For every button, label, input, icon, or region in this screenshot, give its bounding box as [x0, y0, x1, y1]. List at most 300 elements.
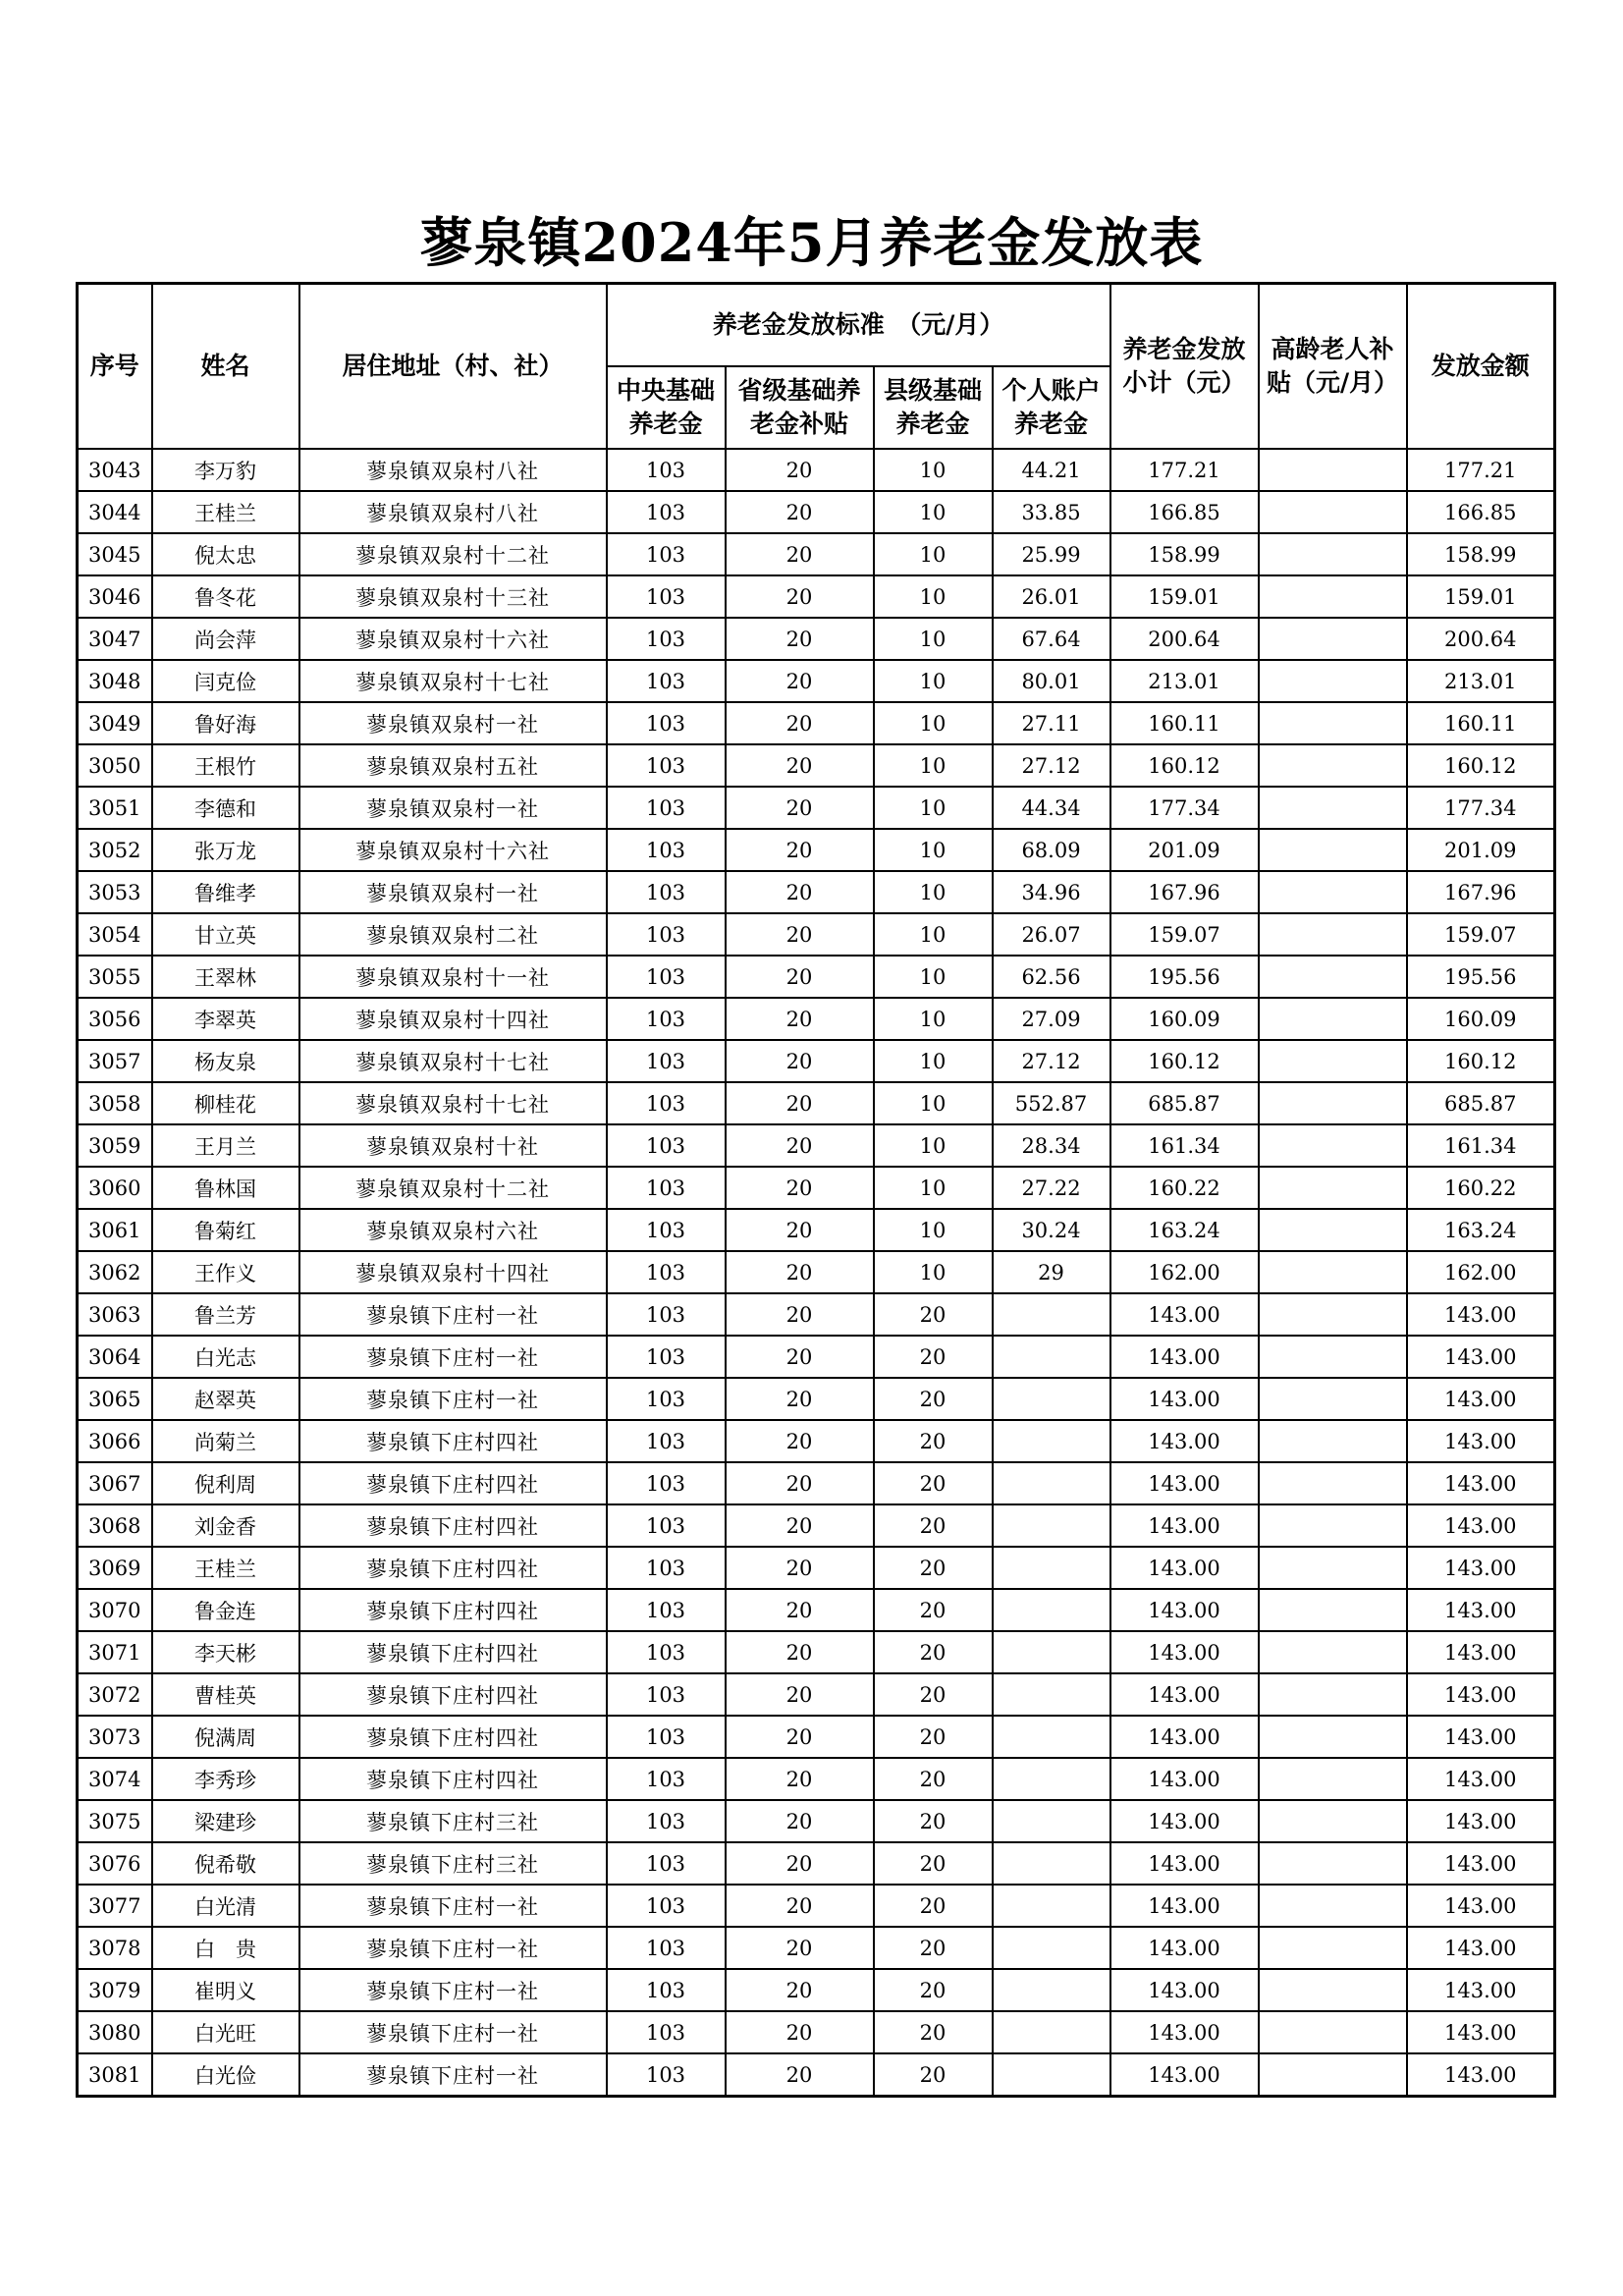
cell-name: 鲁维孝	[152, 871, 299, 913]
cell-central: 103	[607, 1420, 726, 1462]
cell-central: 103	[607, 1504, 726, 1547]
cell-county: 20	[874, 1885, 993, 1927]
cell-amount: 143.00	[1407, 1631, 1555, 1673]
cell-central: 103	[607, 2011, 726, 2053]
cell-central: 103	[607, 913, 726, 956]
cell-seq: 3064	[78, 1336, 152, 1378]
cell-seq: 3051	[78, 787, 152, 829]
table-row	[78, 1758, 1555, 1800]
cell-address: 蓼泉镇双泉村五社	[299, 744, 607, 787]
cell-county: 10	[874, 1040, 993, 1082]
cell-name: 白光清	[152, 1885, 299, 1927]
cell-provincial: 20	[726, 1969, 874, 2011]
cell-name: 倪希敬	[152, 1842, 299, 1885]
cell-subtotal: 201.09	[1110, 829, 1259, 871]
cell-provincial: 20	[726, 1927, 874, 1969]
cell-personal	[993, 1842, 1110, 1885]
cell-address: 蓼泉镇双泉村八社	[299, 491, 607, 533]
header-provincial: 省级基础养老金补贴	[726, 366, 874, 449]
cell-amount: 195.56	[1407, 956, 1555, 998]
cell-address: 蓼泉镇双泉村十二社	[299, 1167, 607, 1209]
cell-seq: 3047	[78, 618, 152, 660]
cell-subtotal: 143.00	[1110, 1420, 1259, 1462]
table-row	[78, 956, 1555, 998]
cell-county: 10	[874, 998, 993, 1040]
cell-subtotal: 200.64	[1110, 618, 1259, 660]
cell-seq: 3080	[78, 2011, 152, 2053]
cell-provincial: 20	[726, 1167, 874, 1209]
cell-provincial: 20	[726, 1462, 874, 1504]
cell-seq: 3071	[78, 1631, 152, 1673]
cell-county: 20	[874, 1378, 993, 1420]
cell-county: 10	[874, 575, 993, 618]
cell-subtotal: 160.12	[1110, 744, 1259, 787]
cell-address: 蓼泉镇下庄村一社	[299, 1293, 607, 1336]
cell-amount: 143.00	[1407, 1504, 1555, 1547]
cell-seq: 3076	[78, 1842, 152, 1885]
cell-seq: 3043	[78, 449, 152, 491]
cell-amount: 143.00	[1407, 1673, 1555, 1716]
cell-elderly	[1259, 1673, 1407, 1716]
cell-central: 103	[607, 871, 726, 913]
table-row	[78, 1209, 1555, 1251]
cell-subtotal: 143.00	[1110, 1504, 1259, 1547]
cell-personal: 27.12	[993, 744, 1110, 787]
cell-elderly	[1259, 1378, 1407, 1420]
table-body	[78, 449, 1555, 2097]
cell-subtotal: 166.85	[1110, 491, 1259, 533]
cell-seq: 3077	[78, 1885, 152, 1927]
cell-provincial: 20	[726, 1547, 874, 1589]
cell-name: 白 贵	[152, 1927, 299, 1969]
cell-central: 103	[607, 1673, 726, 1716]
cell-personal: 28.34	[993, 1124, 1110, 1167]
cell-address: 蓼泉镇双泉村十七社	[299, 1082, 607, 1124]
cell-central: 103	[607, 1547, 726, 1589]
cell-address: 蓼泉镇双泉村十六社	[299, 618, 607, 660]
cell-central: 103	[607, 1378, 726, 1420]
cell-amount: 143.00	[1407, 2011, 1555, 2053]
table-row	[78, 575, 1555, 618]
cell-name: 鲁兰芳	[152, 1293, 299, 1336]
cell-address: 蓼泉镇下庄村一社	[299, 1378, 607, 1420]
cell-amount: 160.12	[1407, 1040, 1555, 1082]
cell-seq: 3056	[78, 998, 152, 1040]
cell-elderly	[1259, 575, 1407, 618]
cell-name: 王桂兰	[152, 491, 299, 533]
cell-provincial: 20	[726, 1082, 874, 1124]
table-row	[78, 829, 1555, 871]
cell-seq: 3060	[78, 1167, 152, 1209]
cell-seq: 3059	[78, 1124, 152, 1167]
cell-provincial: 20	[726, 1040, 874, 1082]
cell-amount: 143.00	[1407, 1927, 1555, 1969]
cell-central: 103	[607, 1800, 726, 1842]
table-row	[78, 1969, 1555, 2011]
cell-name: 刘金香	[152, 1504, 299, 1547]
cell-central: 103	[607, 829, 726, 871]
header-subtotal: 养老金发放小计（元）	[1110, 284, 1259, 450]
cell-county: 20	[874, 1504, 993, 1547]
cell-address: 蓼泉镇双泉村一社	[299, 702, 607, 744]
cell-subtotal: 143.00	[1110, 1842, 1259, 1885]
cell-amount: 177.21	[1407, 449, 1555, 491]
cell-personal: 27.11	[993, 702, 1110, 744]
cell-seq: 3052	[78, 829, 152, 871]
table-row	[78, 1420, 1555, 1462]
cell-provincial: 20	[726, 533, 874, 575]
cell-provincial: 20	[726, 1631, 874, 1673]
cell-address: 蓼泉镇下庄村一社	[299, 1969, 607, 2011]
cell-seq: 3078	[78, 1927, 152, 1969]
cell-address: 蓼泉镇双泉村六社	[299, 1209, 607, 1251]
cell-county: 10	[874, 1124, 993, 1167]
cell-personal	[993, 2053, 1110, 2097]
cell-personal	[993, 1927, 1110, 1969]
cell-personal	[993, 1758, 1110, 1800]
cell-subtotal: 161.34	[1110, 1124, 1259, 1167]
cell-elderly	[1259, 2053, 1407, 2097]
cell-central: 103	[607, 1969, 726, 2011]
cell-amount: 143.00	[1407, 1842, 1555, 1885]
cell-subtotal: 143.00	[1110, 2053, 1259, 2097]
cell-provincial: 20	[726, 660, 874, 702]
cell-provincial: 20	[726, 1504, 874, 1547]
header-seq: 序号	[78, 284, 152, 450]
cell-personal: 44.34	[993, 787, 1110, 829]
cell-elderly	[1259, 1842, 1407, 1885]
table-row	[78, 533, 1555, 575]
cell-central: 103	[607, 1336, 726, 1378]
cell-name: 李秀珍	[152, 1758, 299, 1800]
cell-central: 103	[607, 1927, 726, 1969]
cell-name: 鲁菊红	[152, 1209, 299, 1251]
cell-provincial: 20	[726, 1293, 874, 1336]
cell-elderly	[1259, 660, 1407, 702]
cell-personal	[993, 1716, 1110, 1758]
cell-subtotal: 159.01	[1110, 575, 1259, 618]
cell-name: 鲁林国	[152, 1167, 299, 1209]
cell-personal	[993, 1800, 1110, 1842]
cell-seq: 3045	[78, 533, 152, 575]
table-row	[78, 449, 1555, 491]
cell-amount: 159.01	[1407, 575, 1555, 618]
cell-amount: 166.85	[1407, 491, 1555, 533]
cell-subtotal: 213.01	[1110, 660, 1259, 702]
cell-amount: 163.24	[1407, 1209, 1555, 1251]
table-row	[78, 618, 1555, 660]
cell-personal	[993, 1969, 1110, 2011]
cell-name: 杨友泉	[152, 1040, 299, 1082]
cell-seq: 3062	[78, 1251, 152, 1293]
cell-subtotal: 143.00	[1110, 1927, 1259, 1969]
cell-seq: 3054	[78, 913, 152, 956]
cell-provincial: 20	[726, 913, 874, 956]
cell-address: 蓼泉镇下庄村一社	[299, 2011, 607, 2053]
cell-county: 20	[874, 1462, 993, 1504]
cell-amount: 143.00	[1407, 1969, 1555, 2011]
table-row	[78, 1378, 1555, 1420]
cell-provincial: 20	[726, 1673, 874, 1716]
table-row	[78, 1082, 1555, 1124]
cell-central: 103	[607, 1631, 726, 1673]
table-row	[78, 2053, 1555, 2097]
cell-elderly	[1259, 1082, 1407, 1124]
table-row	[78, 1547, 1555, 1589]
cell-seq: 3070	[78, 1589, 152, 1631]
cell-subtotal: 143.00	[1110, 1758, 1259, 1800]
table-row	[78, 1673, 1555, 1716]
cell-personal: 30.24	[993, 1209, 1110, 1251]
cell-central: 103	[607, 533, 726, 575]
cell-personal: 27.12	[993, 1040, 1110, 1082]
cell-address: 蓼泉镇下庄村一社	[299, 1336, 607, 1378]
table-row	[78, 998, 1555, 1040]
cell-address: 蓼泉镇双泉村十六社	[299, 829, 607, 871]
cell-seq: 3050	[78, 744, 152, 787]
cell-provincial: 20	[726, 575, 874, 618]
cell-subtotal: 160.12	[1110, 1040, 1259, 1082]
cell-personal: 29	[993, 1251, 1110, 1293]
cell-elderly	[1259, 533, 1407, 575]
cell-provincial: 20	[726, 2011, 874, 2053]
cell-elderly	[1259, 1885, 1407, 1927]
cell-address: 蓼泉镇下庄村四社	[299, 1631, 607, 1673]
cell-elderly	[1259, 1547, 1407, 1589]
cell-seq: 3049	[78, 702, 152, 744]
cell-central: 103	[607, 1209, 726, 1251]
cell-personal: 80.01	[993, 660, 1110, 702]
cell-seq: 3068	[78, 1504, 152, 1547]
cell-seq: 3065	[78, 1378, 152, 1420]
cell-name: 白光旺	[152, 2011, 299, 2053]
cell-subtotal: 143.00	[1110, 2011, 1259, 2053]
cell-provincial: 20	[726, 2053, 874, 2097]
cell-subtotal: 143.00	[1110, 1547, 1259, 1589]
cell-provincial: 20	[726, 1378, 874, 1420]
cell-seq: 3044	[78, 491, 152, 533]
cell-central: 103	[607, 1589, 726, 1631]
cell-county: 10	[874, 1082, 993, 1124]
cell-county: 10	[874, 702, 993, 744]
cell-personal	[993, 1462, 1110, 1504]
cell-provincial: 20	[726, 491, 874, 533]
cell-address: 蓼泉镇下庄村四社	[299, 1673, 607, 1716]
cell-provincial: 20	[726, 1589, 874, 1631]
table-row	[78, 744, 1555, 787]
cell-central: 103	[607, 449, 726, 491]
cell-seq: 3053	[78, 871, 152, 913]
cell-seq: 3061	[78, 1209, 152, 1251]
cell-name: 白光俭	[152, 2053, 299, 2097]
cell-elderly	[1259, 1251, 1407, 1293]
cell-subtotal: 162.00	[1110, 1251, 1259, 1293]
cell-personal: 62.56	[993, 956, 1110, 998]
cell-personal	[993, 1589, 1110, 1631]
cell-county: 20	[874, 1927, 993, 1969]
cell-elderly	[1259, 1167, 1407, 1209]
cell-personal	[993, 1420, 1110, 1462]
cell-name: 倪满周	[152, 1716, 299, 1758]
cell-address: 蓼泉镇下庄村四社	[299, 1504, 607, 1547]
cell-name: 倪太忠	[152, 533, 299, 575]
cell-elderly	[1259, 1969, 1407, 2011]
table-row	[78, 1167, 1555, 1209]
cell-elderly	[1259, 787, 1407, 829]
cell-amount: 160.12	[1407, 744, 1555, 787]
cell-provincial: 20	[726, 871, 874, 913]
table-row	[78, 913, 1555, 956]
cell-county: 10	[874, 829, 993, 871]
cell-elderly	[1259, 1336, 1407, 1378]
cell-subtotal: 143.00	[1110, 1716, 1259, 1758]
cell-provincial: 20	[726, 1800, 874, 1842]
cell-county: 20	[874, 1547, 993, 1589]
cell-subtotal: 143.00	[1110, 1293, 1259, 1336]
cell-personal	[993, 1885, 1110, 1927]
cell-personal: 44.21	[993, 449, 1110, 491]
header-central: 中央基础养老金	[607, 366, 726, 449]
cell-name: 王根竹	[152, 744, 299, 787]
table-row	[78, 1716, 1555, 1758]
cell-provincial: 20	[726, 1209, 874, 1251]
cell-subtotal: 143.00	[1110, 1462, 1259, 1504]
cell-elderly	[1259, 913, 1407, 956]
cell-subtotal: 143.00	[1110, 1969, 1259, 2011]
cell-central: 103	[607, 1082, 726, 1124]
cell-central: 103	[607, 787, 726, 829]
header-county: 县级基础养老金	[874, 366, 993, 449]
cell-elderly	[1259, 1631, 1407, 1673]
cell-amount: 143.00	[1407, 1885, 1555, 1927]
cell-address: 蓼泉镇双泉村十四社	[299, 998, 607, 1040]
cell-central: 103	[607, 1885, 726, 1927]
cell-county: 10	[874, 1251, 993, 1293]
cell-county: 20	[874, 2011, 993, 2053]
cell-address: 蓼泉镇下庄村四社	[299, 1462, 607, 1504]
cell-provincial: 20	[726, 1336, 874, 1378]
cell-personal: 25.99	[993, 533, 1110, 575]
cell-elderly	[1259, 449, 1407, 491]
cell-amount: 143.00	[1407, 1462, 1555, 1504]
cell-county: 20	[874, 1842, 993, 1885]
cell-provincial: 20	[726, 956, 874, 998]
cell-subtotal: 160.22	[1110, 1167, 1259, 1209]
table-row	[78, 1251, 1555, 1293]
cell-elderly	[1259, 956, 1407, 998]
table-row	[78, 1124, 1555, 1167]
cell-county: 20	[874, 1758, 993, 1800]
cell-amount: 143.00	[1407, 1293, 1555, 1336]
cell-county: 10	[874, 660, 993, 702]
cell-provincial: 20	[726, 1124, 874, 1167]
cell-elderly	[1259, 1716, 1407, 1758]
cell-elderly	[1259, 1124, 1407, 1167]
cell-provincial: 20	[726, 702, 874, 744]
cell-central: 103	[607, 2053, 726, 2097]
cell-subtotal: 177.34	[1110, 787, 1259, 829]
cell-name: 李翠英	[152, 998, 299, 1040]
cell-provincial: 20	[726, 1716, 874, 1758]
table-row	[78, 1462, 1555, 1504]
cell-personal	[993, 1631, 1110, 1673]
cell-county: 10	[874, 449, 993, 491]
cell-central: 103	[607, 660, 726, 702]
cell-address: 蓼泉镇双泉村十三社	[299, 575, 607, 618]
cell-address: 蓼泉镇下庄村四社	[299, 1716, 607, 1758]
cell-address: 蓼泉镇双泉村二社	[299, 913, 607, 956]
table-row	[78, 787, 1555, 829]
cell-county: 10	[874, 913, 993, 956]
cell-name: 李天彬	[152, 1631, 299, 1673]
cell-amount: 158.99	[1407, 533, 1555, 575]
cell-personal: 552.87	[993, 1082, 1110, 1124]
cell-seq: 3048	[78, 660, 152, 702]
cell-name: 甘立英	[152, 913, 299, 956]
cell-subtotal: 143.00	[1110, 1336, 1259, 1378]
cell-county: 20	[874, 1969, 993, 2011]
cell-central: 103	[607, 618, 726, 660]
cell-subtotal: 143.00	[1110, 1631, 1259, 1673]
cell-personal: 68.09	[993, 829, 1110, 871]
cell-name: 鲁冬花	[152, 575, 299, 618]
cell-county: 10	[874, 871, 993, 913]
cell-elderly	[1259, 618, 1407, 660]
cell-seq: 3057	[78, 1040, 152, 1082]
table-row	[78, 1800, 1555, 1842]
cell-personal	[993, 1336, 1110, 1378]
cell-elderly	[1259, 2011, 1407, 2053]
cell-name: 倪利周	[152, 1462, 299, 1504]
cell-county: 20	[874, 1673, 993, 1716]
cell-central: 103	[607, 744, 726, 787]
cell-subtotal: 160.09	[1110, 998, 1259, 1040]
cell-name: 王桂兰	[152, 1547, 299, 1589]
cell-amount: 143.00	[1407, 1420, 1555, 1462]
cell-provincial: 20	[726, 618, 874, 660]
cell-personal: 26.01	[993, 575, 1110, 618]
cell-central: 103	[607, 1758, 726, 1800]
cell-amount: 162.00	[1407, 1251, 1555, 1293]
cell-provincial: 20	[726, 1251, 874, 1293]
table-row	[78, 1631, 1555, 1673]
cell-elderly	[1259, 744, 1407, 787]
cell-county: 20	[874, 1589, 993, 1631]
cell-subtotal: 143.00	[1110, 1673, 1259, 1716]
cell-address: 蓼泉镇双泉村十四社	[299, 1251, 607, 1293]
header-amount: 发放金额	[1407, 284, 1555, 450]
cell-amount: 213.01	[1407, 660, 1555, 702]
cell-elderly	[1259, 1589, 1407, 1631]
cell-seq: 3058	[78, 1082, 152, 1124]
cell-seq: 3063	[78, 1293, 152, 1336]
table-row	[78, 1927, 1555, 1969]
cell-elderly	[1259, 1209, 1407, 1251]
cell-personal: 34.96	[993, 871, 1110, 913]
cell-seq: 3073	[78, 1716, 152, 1758]
cell-subtotal: 143.00	[1110, 1378, 1259, 1420]
table-row	[78, 2011, 1555, 2053]
cell-address: 蓼泉镇双泉村十七社	[299, 1040, 607, 1082]
cell-amount: 143.00	[1407, 1336, 1555, 1378]
cell-provincial: 20	[726, 1758, 874, 1800]
cell-provincial: 20	[726, 1885, 874, 1927]
cell-amount: 160.09	[1407, 998, 1555, 1040]
cell-central: 103	[607, 1293, 726, 1336]
header-address: 居住地址（村、社）	[299, 284, 607, 450]
table-row	[78, 1589, 1555, 1631]
cell-subtotal: 195.56	[1110, 956, 1259, 998]
